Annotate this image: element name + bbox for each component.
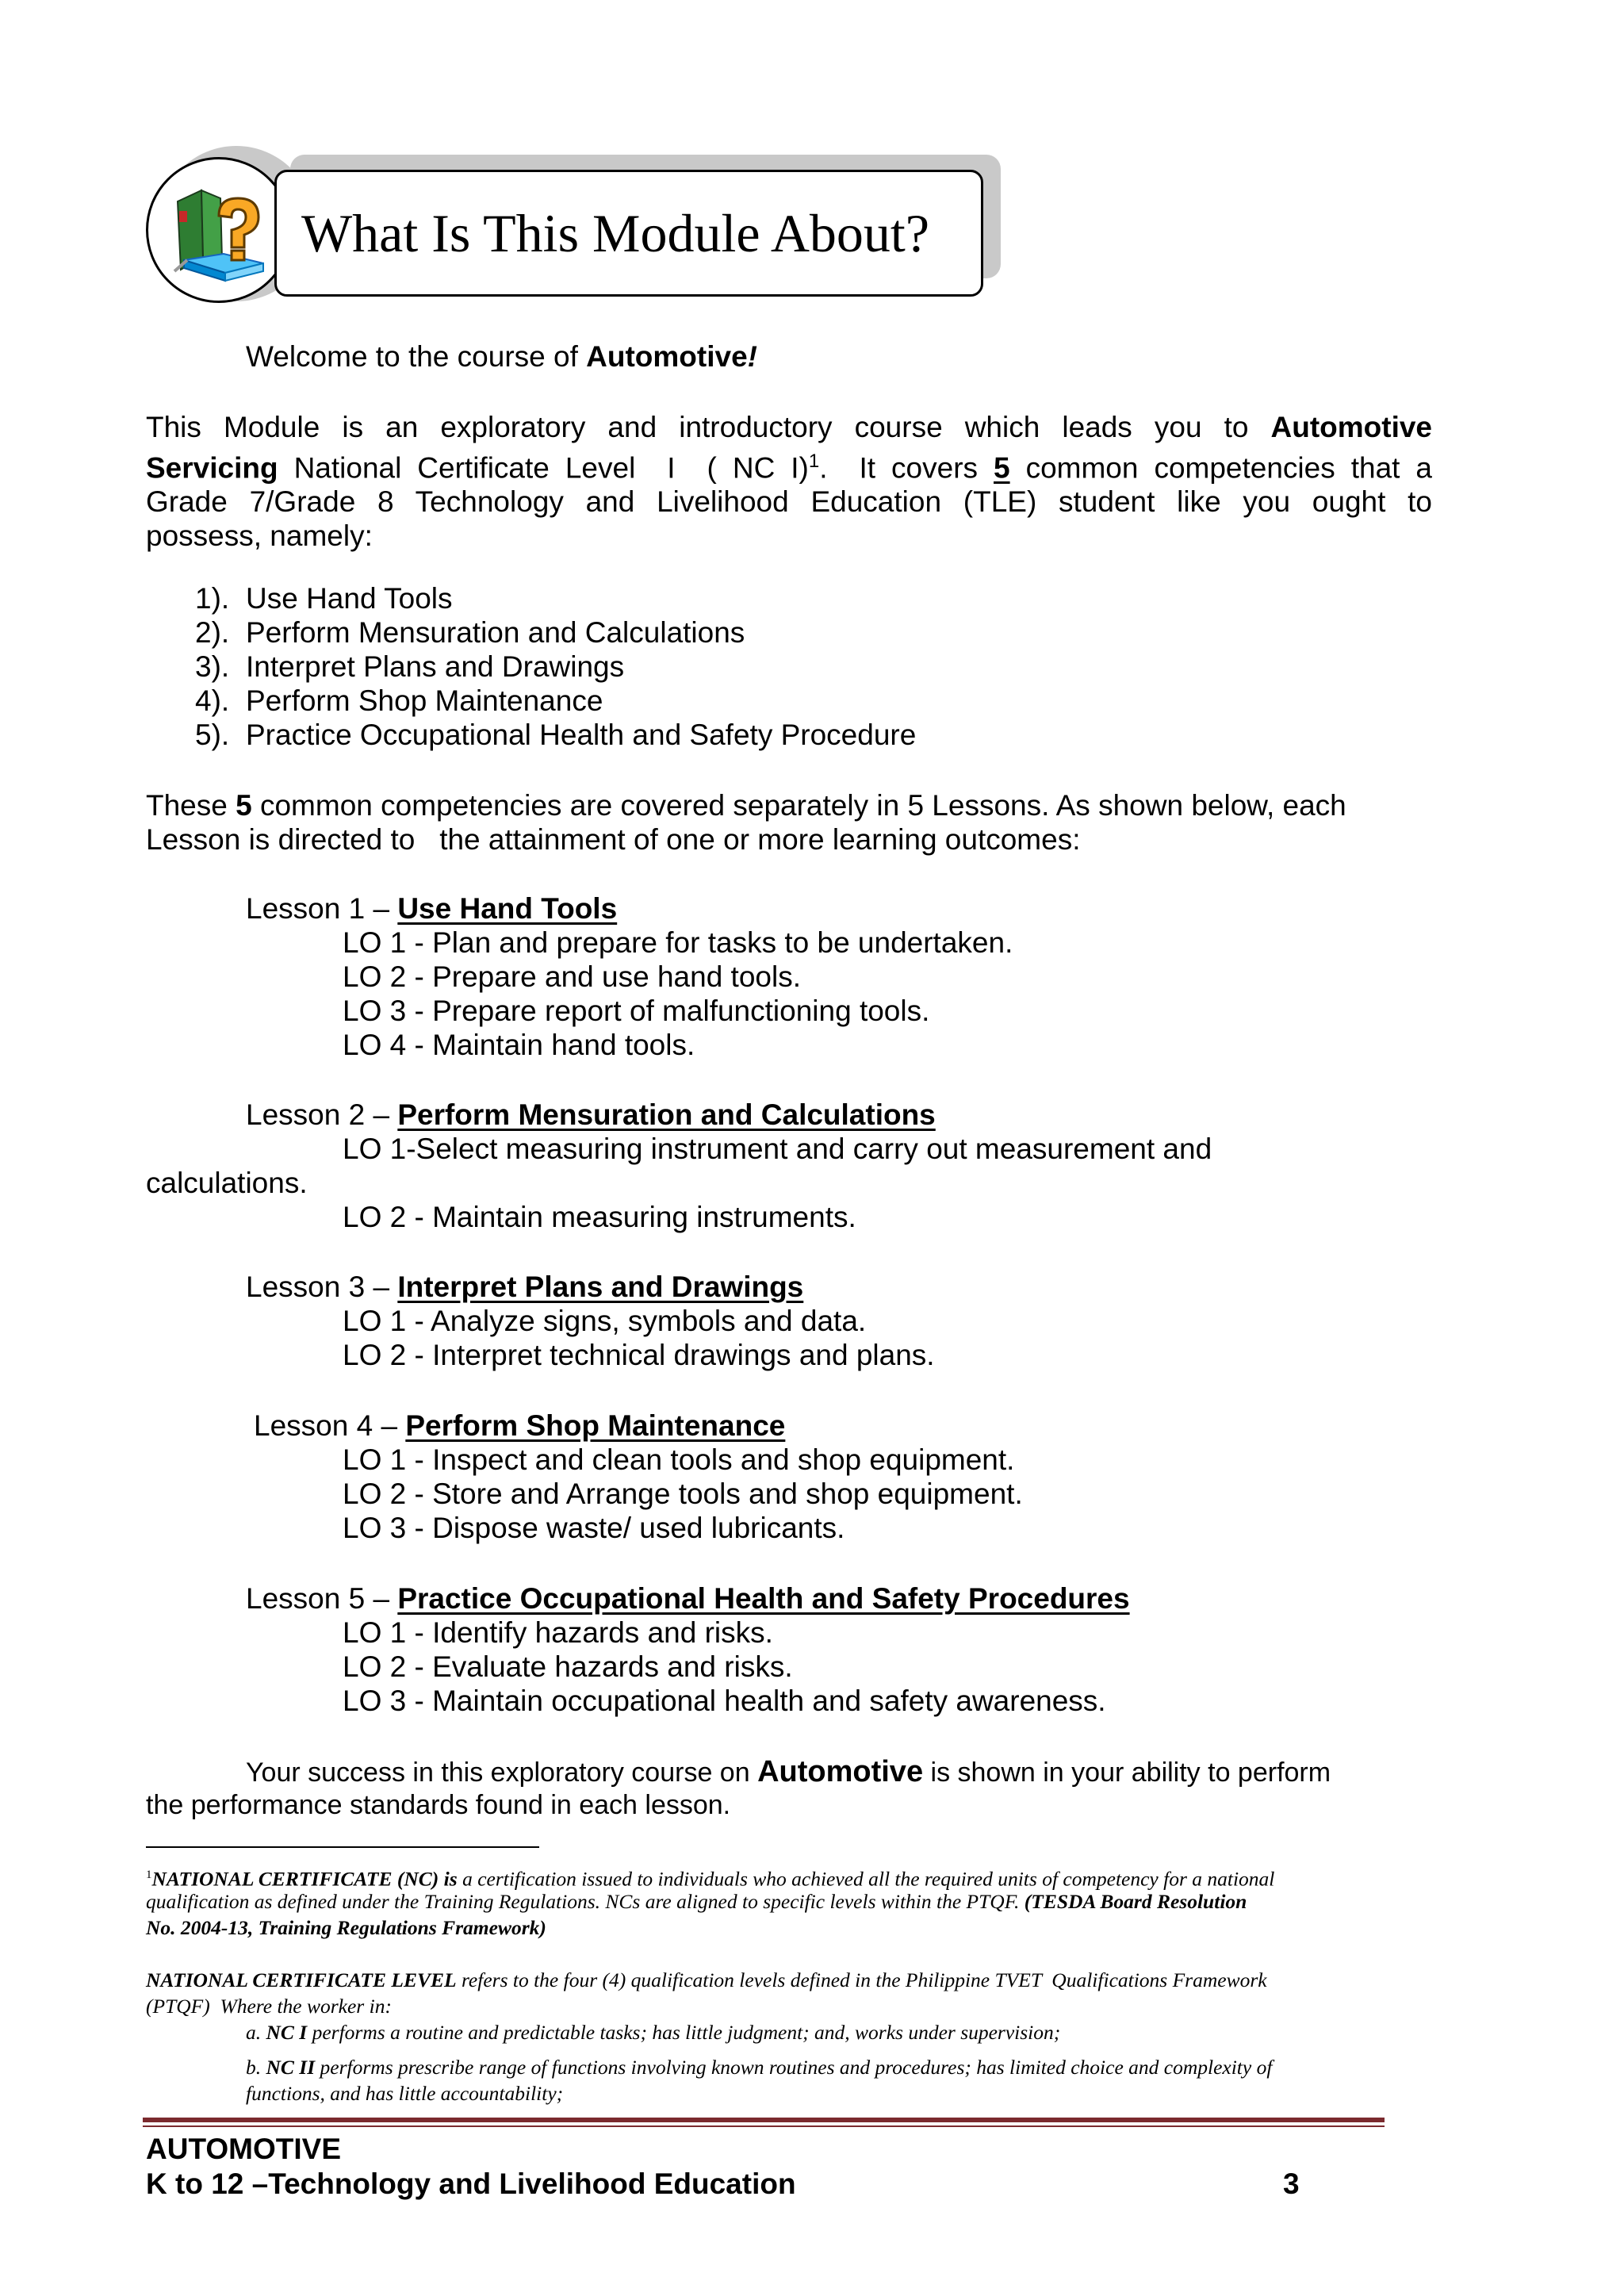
lesson-heading [254, 1409, 785, 1443]
lessons-intro-count: 5 [236, 789, 252, 822]
lesson-label: Lesson 5 – [246, 1582, 398, 1615]
competency-item [195, 650, 229, 684]
lesson-title: Use Hand Tools [397, 892, 618, 925]
footnote-nc-text-2: qualification as defined under the Training Regulations. NCs are aligned to specific levels within the PTQF. [146, 1890, 1025, 1913]
welcome-prefix: Welcome to the course of [246, 340, 587, 373]
welcome-suffix: ! [747, 340, 757, 373]
learning-outcome: LO 1 - Inspect and clean tools and shop equipment. [343, 1443, 1015, 1476]
footnote-nc-citation: (TESDA Board Resolution [1024, 1890, 1247, 1913]
footnote-nc-term: NATIONAL CERTIFICATE (NC) is [151, 1867, 458, 1891]
intro-line-1-bold: Automotive [1270, 411, 1432, 443]
footnote-item-level: NC I [266, 2021, 308, 2044]
footnote-nc-text: a certification issued to individuals who achieved all the required units of competency for a national [457, 1867, 1275, 1891]
lessons-intro-line-2: Lesson is directed to the attainment of one or more learning outcomes: [146, 823, 1081, 856]
competency-text: Practice Occupational Health and Safety Procedure [246, 719, 917, 751]
footnote-item-letter: b. [246, 2056, 266, 2079]
intro-line-4: possess, namely: [146, 519, 373, 553]
footnote-level-line-2: (PTQF) Where the worker in: [146, 1995, 392, 2018]
learning-outcome-continued: calculations. [146, 1167, 308, 1199]
lesson-title: Perform Mensuration and Calculations [397, 1098, 936, 1131]
competency-text: Use Hand Tools [246, 582, 453, 615]
lesson-title: Interpret Plans and Drawings [397, 1271, 804, 1303]
lesson-title: Perform Shop Maintenance [405, 1409, 786, 1442]
competency-number: 1). [195, 582, 230, 615]
learning-outcome: LO 2 - Interpret technical drawings and plans. [343, 1339, 935, 1371]
learning-outcome: LO 4 - Maintain hand tools. [343, 1029, 695, 1061]
intro-competency-count: 5 [994, 451, 1010, 485]
lesson-label: Lesson 1 – [246, 892, 398, 925]
footnote-item-level: NC II [266, 2056, 316, 2079]
lessons-intro-post: common competencies are covered separately in 5 Lessons. As shown below, each [251, 789, 1346, 822]
learning-outcome: LO 2 - Maintain measuring instruments. [343, 1201, 856, 1233]
learning-outcome: LO 2 - Prepare and use hand tools. [343, 960, 801, 993]
intro-paragraph [146, 410, 1432, 553]
footnote-level-line-1 [146, 1967, 1267, 1993]
footnote-level-text: refers to the four (4) qualification levels defined in the Philippine TVET Qualifications Framework [456, 1968, 1267, 1991]
footnote-item-text: performs a routine and predictable tasks; has little judgment; and, works under supervision; [307, 2021, 1061, 2044]
intro-line-2-c: common competencies that a [1009, 451, 1433, 485]
lessons-intro-line-1 [146, 788, 1346, 822]
lesson-label: Lesson 2 – [246, 1098, 398, 1131]
footnote-level-term: NATIONAL CERTIFICATE LEVEL [146, 1968, 457, 1991]
footer-divider-thin [143, 2125, 1385, 2127]
competency-text: Perform Mensuration and Calculations [246, 616, 745, 649]
footnote-number: 1 [146, 1869, 152, 1881]
lesson-label: Lesson 3 – [246, 1271, 398, 1303]
footnote-nc-line-3: No. 2004-13, Training Regulations Framework) [146, 1916, 546, 1939]
competency-item [195, 581, 229, 615]
welcome-line [246, 339, 757, 374]
competency-item [195, 684, 229, 718]
learning-outcome: LO 1 - Analyze signs, symbols and data. [343, 1305, 867, 1337]
footnote-level-item-a [246, 2019, 1060, 2045]
learning-outcome: LO 1 - Identify hazards and risks. [343, 1616, 773, 1649]
learning-outcome: LO 2 - Store and Arrange tools and shop equipment. [343, 1478, 1023, 1510]
success-post: is shown in your ability to perform [923, 1757, 1331, 1788]
learning-outcome: LO 2 - Evaluate hazards and risks. [343, 1650, 793, 1683]
footer-divider [143, 2118, 1385, 2122]
footnote-level-item-b-cont: functions, and has little accountability; [246, 2082, 564, 2105]
lesson-title: Practice Occupational Health and Safety Procedures [397, 1582, 1130, 1615]
success-pre: Your success in this exploratory course on [246, 1757, 758, 1788]
success-line-2: the performance standards found in each lesson. [146, 1790, 731, 1820]
lessons-intro-pre: These [146, 789, 236, 822]
footnote-item-letter: a. [246, 2021, 266, 2044]
footnote-ref: 1 [808, 450, 820, 472]
page-number: 3 [1283, 2168, 1300, 2200]
competency-number: 4). [195, 684, 230, 717]
lesson-heading [246, 1581, 1130, 1616]
footnote-nc-line-1 [146, 1862, 1274, 1892]
competency-number: 3). [195, 650, 230, 683]
footnote-nc-line-2 [146, 1888, 1247, 1915]
intro-line-2-bold: Servicing [146, 451, 278, 485]
footnote-item-text: performs prescribe range of functions involving known routines and procedures; has limited choice and complexity of [315, 2056, 1273, 2079]
intro-line-1 [146, 410, 1432, 444]
footnote-level-item-b [246, 2054, 1272, 2080]
learning-outcome: LO 1-Select measuring instrument and carry out measurement and [343, 1133, 1212, 1165]
competency-number: 2). [195, 616, 230, 649]
footnote-divider [146, 1846, 539, 1848]
success-course: Automotive [757, 1755, 924, 1788]
lesson-label: Lesson 4 – [254, 1409, 406, 1442]
learning-outcome: LO 1 - Plan and prepare for tasks to be undertaken. [343, 926, 1013, 959]
learning-outcome: LO 3 - Maintain occupational health and safety awareness. [343, 1685, 1106, 1717]
lesson-heading [246, 891, 617, 926]
intro-line-2 [146, 444, 1432, 485]
footer-subject: AUTOMOTIVE [146, 2133, 341, 2165]
competency-item [195, 718, 229, 752]
intro-line-2-a: National Certificate Level I ( NC I) [278, 451, 809, 485]
competency-text: Interpret Plans and Drawings [246, 650, 625, 683]
intro-line-2-b: . It covers [819, 451, 994, 485]
competency-text: Perform Shop Maintenance [246, 684, 603, 717]
page-title: What Is This Module About? [301, 203, 929, 263]
book-question-icon [170, 184, 273, 287]
intro-line-1-text: This Module is an exploratory and introductory course which leads you to [146, 411, 1249, 443]
lesson-heading [246, 1270, 803, 1304]
lesson-heading [246, 1098, 936, 1132]
welcome-course: Automotive [586, 340, 748, 373]
competency-item [195, 615, 229, 650]
learning-outcome: LO 3 - Prepare report of malfunctioning tools. [343, 995, 930, 1027]
learning-outcome: LO 3 - Dispose waste/ used lubricants. [343, 1512, 845, 1544]
intro-line-3: Grade 7/Grade 8 Technology and Livelihood Education (TLE) student like you ought to [146, 485, 1432, 519]
footer-curriculum: K to 12 –Technology and Livelihood Education [146, 2168, 796, 2200]
success-line-1 [246, 1756, 1331, 1788]
competency-number: 5). [195, 719, 230, 751]
